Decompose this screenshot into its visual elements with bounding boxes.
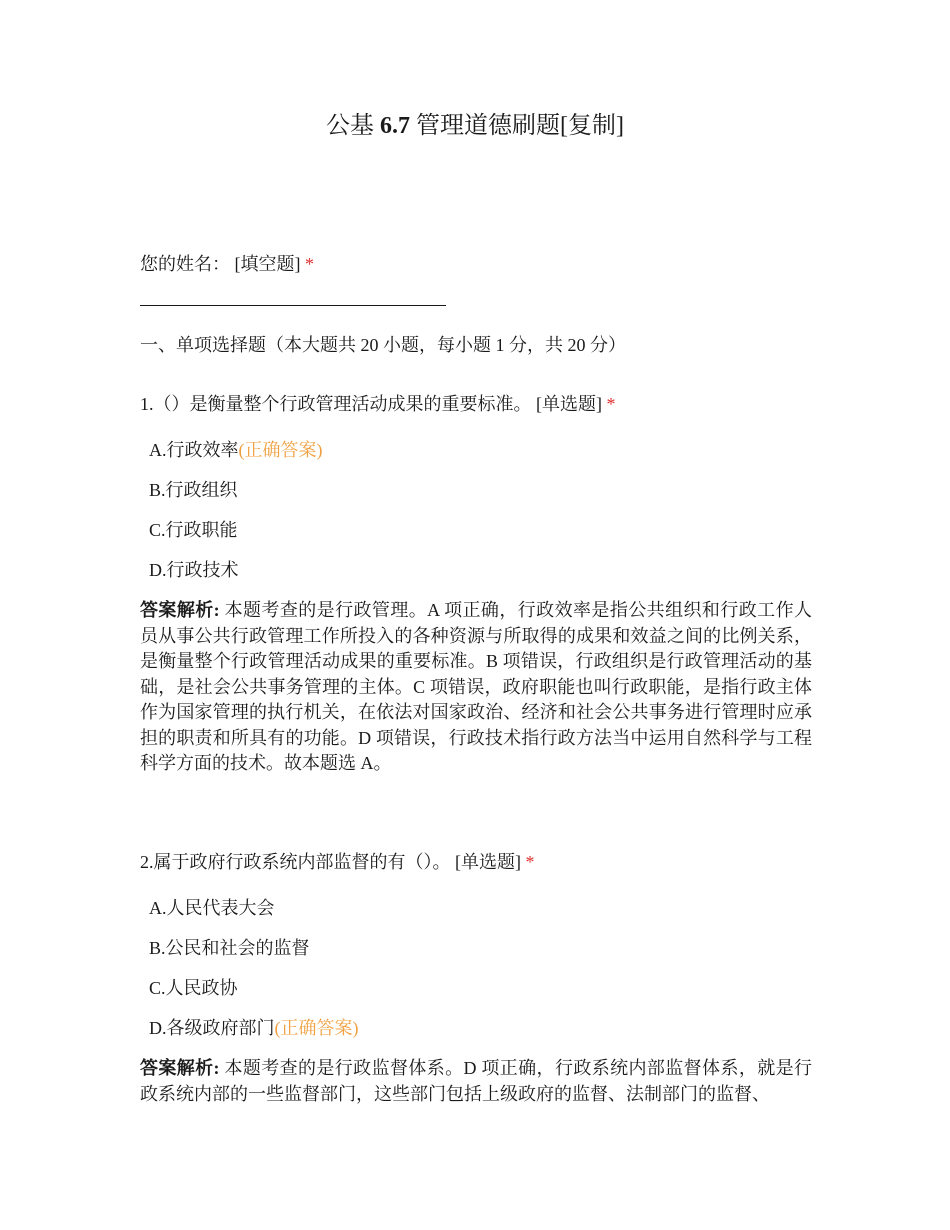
- name-answer-blank[interactable]: [140, 305, 446, 306]
- question-type-badge: [单选题]: [455, 852, 521, 872]
- title-prefix: 公基: [326, 113, 374, 139]
- question-stem: [140, 392, 820, 416]
- option-d[interactable]: [149, 558, 820, 582]
- option-text: A.行政效率: [149, 440, 239, 460]
- option-b[interactable]: [149, 936, 820, 960]
- option-text: D.行政技术: [149, 560, 239, 580]
- option-c[interactable]: [149, 976, 820, 1000]
- name-question-label: 您的姓名：: [140, 254, 230, 274]
- question-stem-text: 2.属于政府行政系统内部监督的有（）。: [140, 852, 451, 872]
- question-type-badge: [填空题]: [234, 254, 301, 274]
- option-text: C.人民政协: [149, 978, 238, 998]
- option-text: A.人民代表大会: [149, 898, 275, 918]
- answer-analysis: [140, 598, 812, 777]
- question-stem: [140, 850, 820, 874]
- required-mark: *: [525, 852, 535, 872]
- section-heading: 一、单项选择题（本大题共 20 小题，每小题 1 分，共 20 分）: [140, 335, 626, 355]
- name-question: [140, 252, 314, 276]
- option-text: B.行政组织: [149, 480, 238, 500]
- answer-analysis: [140, 1056, 812, 1107]
- option-text: C.行政职能: [149, 520, 238, 540]
- option-text: B.公民和社会的监督: [149, 938, 310, 958]
- analysis-text: 本题考查的是行政监督体系。D 项正确，行政系统内部监督体系，就是行政系统内部的一些监督部门，这些部门包括上级政府的监督、法制部门的监督、: [140, 1058, 813, 1104]
- required-mark: *: [305, 254, 314, 274]
- option-c[interactable]: [149, 518, 820, 542]
- question-1: [140, 392, 820, 777]
- option-b[interactable]: [149, 478, 820, 502]
- required-mark: *: [606, 394, 616, 414]
- question-2: [140, 850, 820, 1107]
- option-d[interactable]: [149, 1016, 820, 1040]
- title-suffix: [复制]: [560, 113, 624, 139]
- question-type-badge: [单选题]: [536, 394, 602, 414]
- page-title: [0, 110, 950, 142]
- question-stem-text: 1.（）是衡量整个行政管理活动成果的重要标准。: [140, 394, 532, 414]
- correct-answer-marker: (正确答案): [238, 440, 323, 460]
- correct-answer-marker: (正确答案): [274, 1018, 359, 1038]
- option-a[interactable]: [149, 438, 820, 462]
- option-text: D.各级政府部门: [149, 1018, 275, 1038]
- option-list: [140, 896, 820, 1040]
- analysis-label: 答案解析:: [140, 1058, 220, 1078]
- analysis-text: 本题考查的是行政管理。A 项正确，行政效率是指公共组织和行政工作人员从事公共行政管理工作所投入的各种资源与所取得的成果和效益之间的比例关系，是衡量整个行政管理活动成果的重要标准。B 项错误，行政组织是行政管理活动的基础，是社会公共事务管理的主体。C 项错误，政府职能也叫行政职能，是指行政主体作为国家管理的执行机关，在依法对国家政治、经济和社会公共事务进行管理时应承担的职责和所具有的功能。D 项错误，行政技术指行政方法当中运用自然科学与工程科学方面的技术。故本题选 A。: [140, 600, 812, 773]
- option-list: [140, 438, 820, 582]
- option-a[interactable]: [149, 896, 820, 920]
- analysis-label: 答案解析:: [140, 600, 220, 620]
- title-middle: 管理道德刷题: [416, 113, 560, 139]
- title-number: 6.7: [380, 113, 410, 139]
